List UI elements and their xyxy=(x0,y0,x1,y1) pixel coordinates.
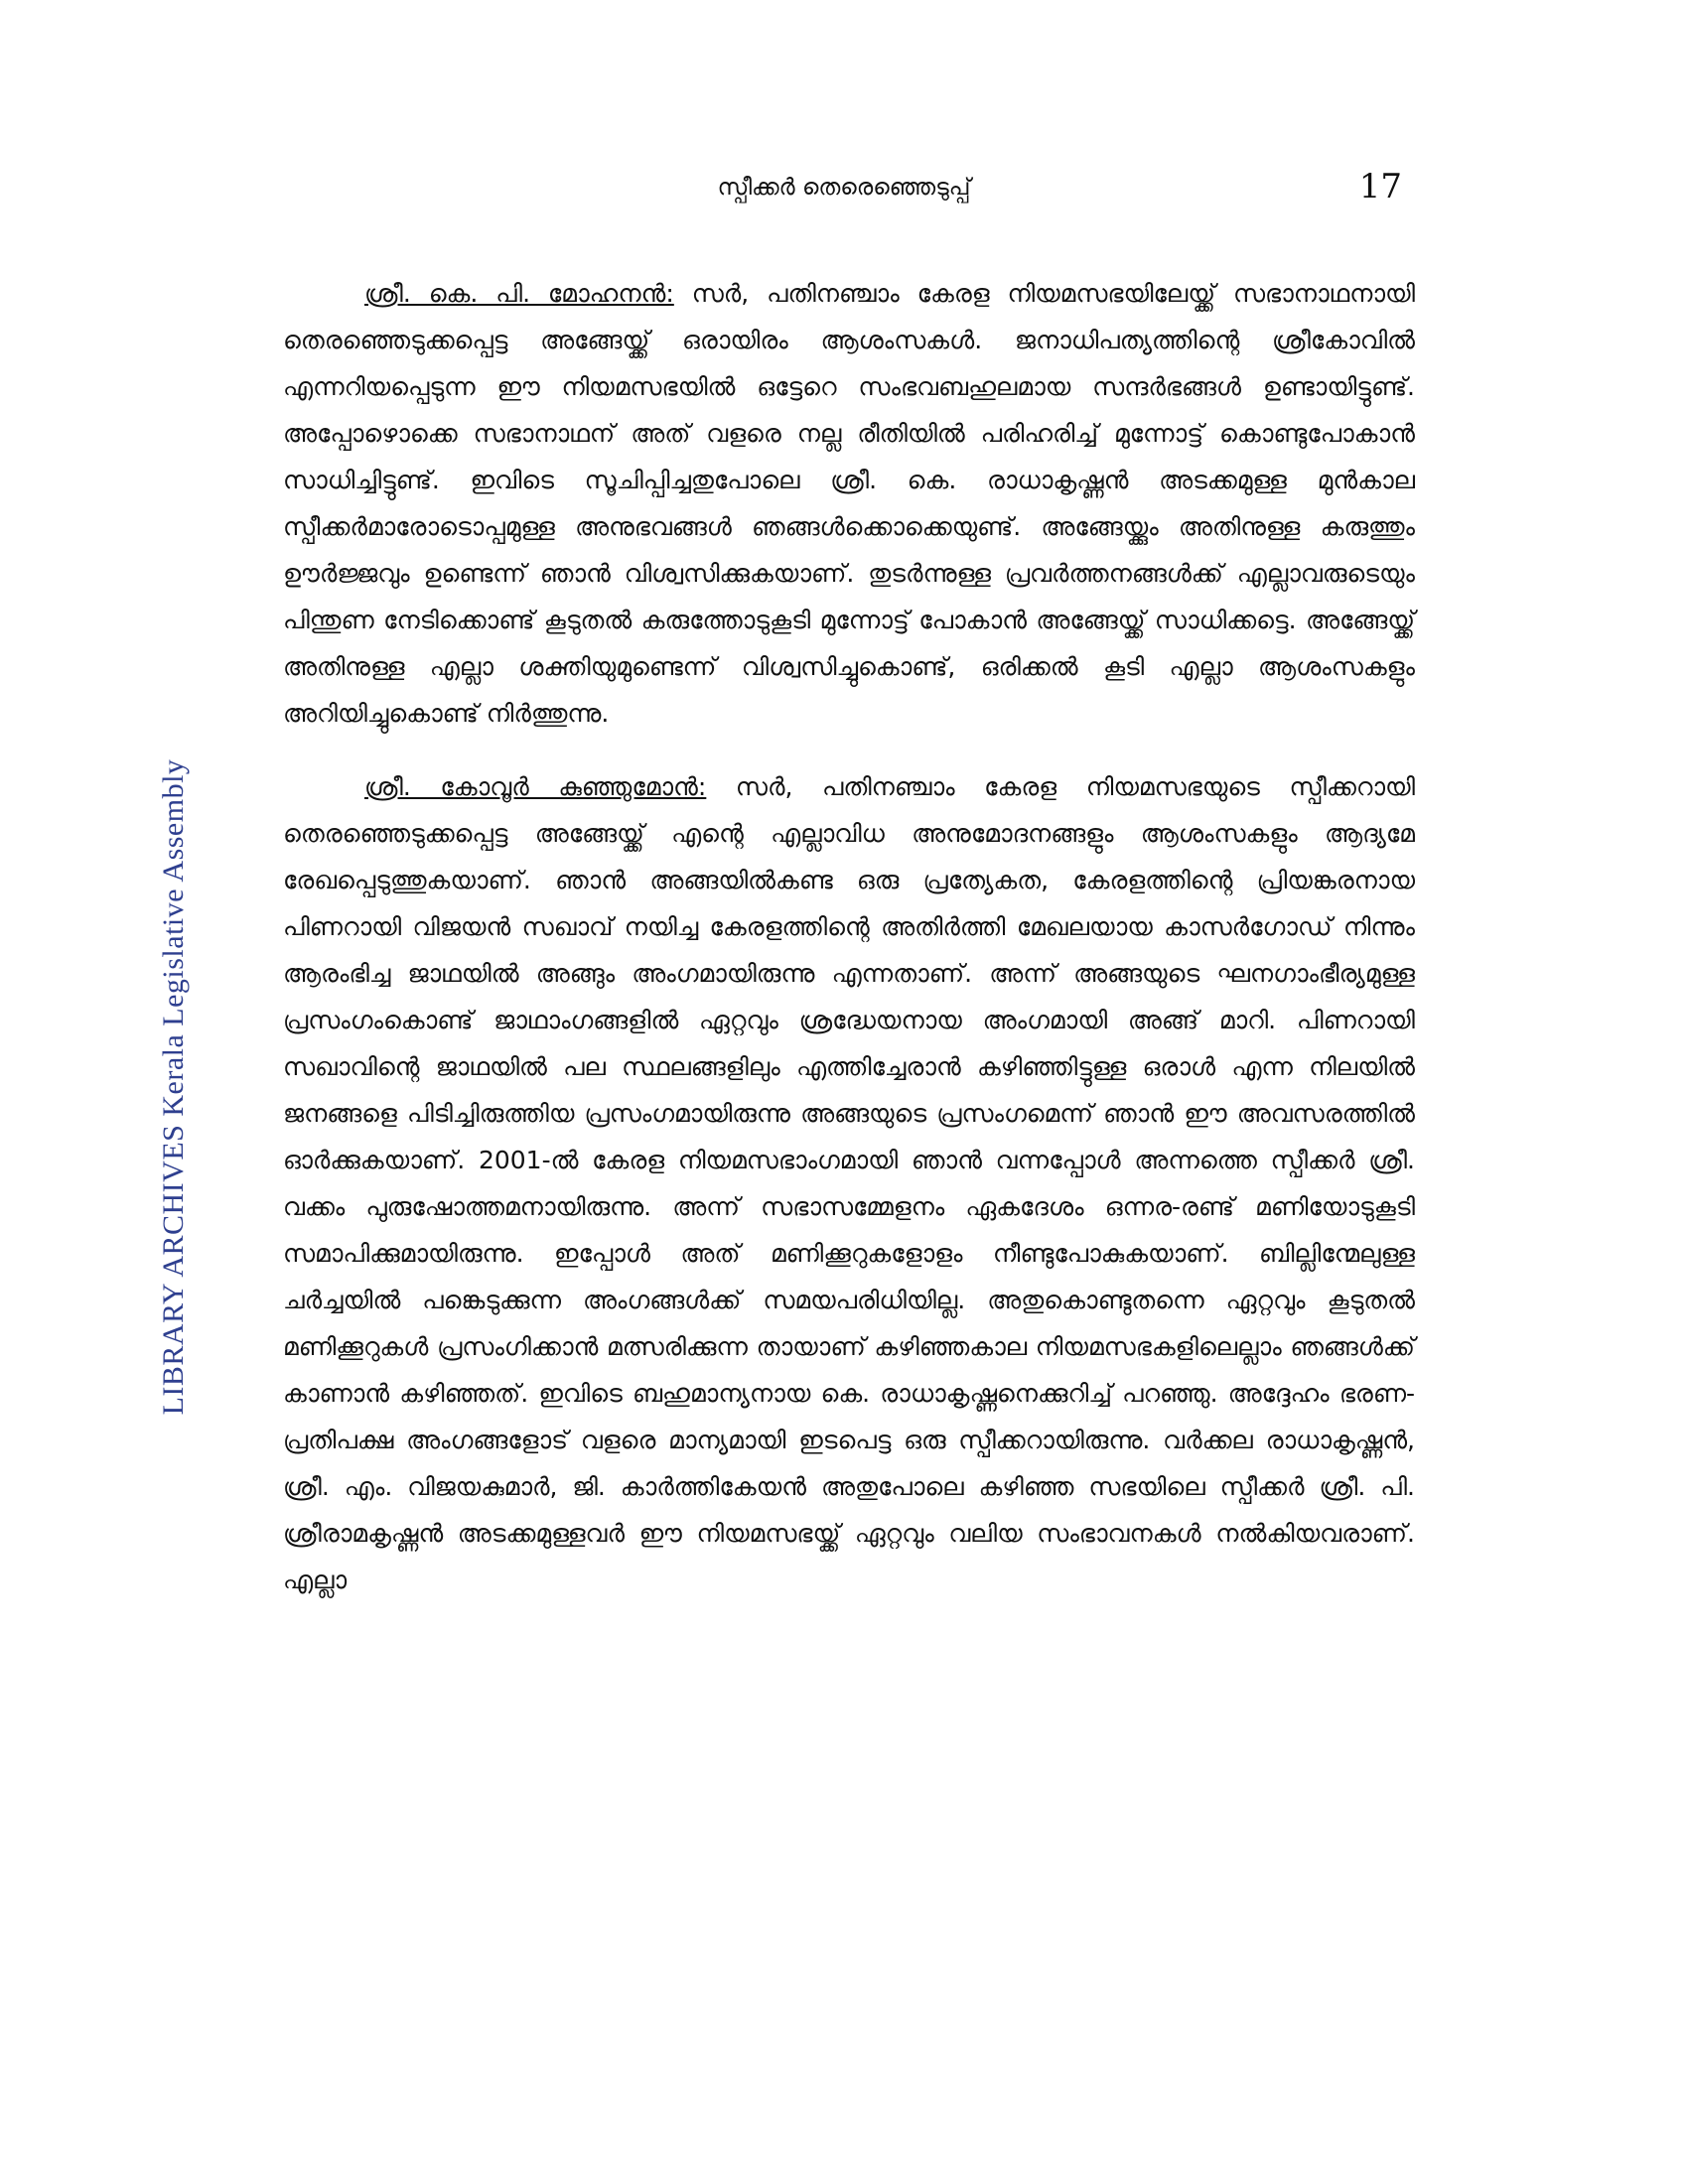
speaker-name: ശ്രീ. കോവൂർ കുഞ്ഞുമോൻ: xyxy=(364,772,707,801)
speaker-name: ശ്രീ. കെ. പി. മോഹനൻ: xyxy=(364,279,674,308)
running-header-title: സ്പീക്കർ തെരെഞ്ഞെടുപ്പ് xyxy=(717,175,971,201)
speech-paragraph xyxy=(283,763,1415,1603)
watermark-text: LIBRARY ARCHIVES Kerala Legislative Assembly xyxy=(157,758,190,1416)
speech-text: സർ, പതിനഞ്ചാം കേരള നിയമസഭയുടെ സ്പീക്കറായി തെരഞ്ഞെടുക്കപ്പെട്ട അങ്ങേയ്ക്ക് എന്റെ എല്ലാവിധ അനുമോദനങ്ങളും ആശംസകളും ആദ്യമേ രേഖപ്പെടുത്തുകയാണ്. ഞാൻ അങ്ങയിൽകണ്ട ഒരു പ്രത്യേകത, കേരളത്തിന്റെ പ്രിയങ്കരനായ പിണറായി വിജയൻ സഖാവ് നയിച്ച കേരളത്തിന്റെ അതിർത്തി മേഖലയായ കാസർഗോഡ് നിന്നും ആരംഭിച്ച ജാഥയിൽ അങ്ങും അംഗമായിരുന്നു എന്നതാണ്. അന്ന് അങ്ങയുടെ ഘനഗാംഭീര്യമുള്ള പ്രസംഗംകൊണ്ട് ജാഥാംഗങ്ങളിൽ ഏറ്റവും ശ്രദ്ധേയനായ അംഗമായി അങ്ങ് മാറി. പിണറായി സഖാവിന്റെ ജാഥയിൽ പല സ്ഥലങ്ങളിലും എത്തിച്ചേരാൻ കഴിഞ്ഞിട്ടുള്ള ഒരാൾ എന്ന നിലയിൽ ജനങ്ങളെ പിടിച്ചിരുത്തിയ പ്രസംഗമായിരുന്നു അങ്ങയുടെ പ്രസംഗമെന്ന് ഞാൻ ഈ അവസരത്തിൽ ഓർക്കുകയാണ്. 2001-ൽ കേരള നിയമസഭാംഗമായി ഞാൻ വന്നപ്പോൾ അന്നത്തെ സ്പീക്കർ ശ്രീ. വക്കം പുരുഷോത്തമനായിരുന്നു. അന്ന് സഭാസമ്മേളനം ഏകദേശം ഒന്നര-രണ്ട് മണിയോടുകൂടി സമാപിക്കുമായിരുന്നു. ഇപ്പോൾ അത് മണിക്കൂറുകളോളം നീണ്ടുപോകുകയാണ്. ബില്ലിന്മേലുള്ള ചർച്ചയിൽ പങ്കെടുക്കുന്ന അംഗങ്ങൾക്ക് സമയപരിധിയില്ല. അതുകൊണ്ടുതന്നെ ഏറ്റവും കൂടുതൽ മണിക്കൂറുകൾ പ്രസംഗിക്കാൻ മത്സരിക്കുന്ന തായാണ് കഴിഞ്ഞകാല നിയമസഭകളിലെല്ലാം ഞങ്ങൾക്ക് കാണാൻ കഴിഞ്ഞത്. ഇവിടെ ബഹുമാന്യനായ കെ. രാധാകൃഷ്ണനെക്കുറിച്ച് പറഞ്ഞു. അദ്ദേഹം ഭരണ-പ്രതിപക്ഷ അംഗങ്ങളോട് വളരെ മാന്യമായി ഇടപെട്ട ഒരു സ്പീക്കറായിരുന്നു. വർക്കല രാധാകൃഷ്ണൻ, ശ്രീ. എം. വിജയകുമാർ, ജി. കാർത്തികേയൻ അതുപോലെ കഴിഞ്ഞ സഭയിലെ സ്പീക്കർ ശ്രീ. പി. ശ്രീരാമകൃഷ്ണൻ അടക്കമുള്ളവർ ഈ നിയമസഭയ്ക്ക് ഏറ്റവും വലിയ സംഭാവനകൾ നൽകിയവരാണ്. എല്ലാ xyxy=(283,772,1415,1594)
speech-text: സർ, പതിനഞ്ചാം കേരള നിയമസഭയിലേയ്ക്ക് സഭാനാഥനായി തെരഞ്ഞെടുക്കപ്പെട്ട അങ്ങേയ്ക്ക് ഒരായിരം ആശംസകൾ. ജനാധിപത്യത്തിന്റെ ശ്രീകോവിൽ എന്നറിയപ്പെടുന്ന ഈ നിയമസഭയിൽ ഒട്ടേറെ സംഭവബഹുലമായ സന്ദർഭങ്ങൾ ഉണ്ടായിട്ടുണ്ട്. അപ്പോഴൊക്കെ സഭാനാഥന് അത് വളരെ നല്ല രീതിയിൽ പരിഹരിച്ച് മുന്നോട്ട് കൊണ്ടുപോകാൻ സാധിച്ചിട്ടുണ്ട്. ഇവിടെ സൂചിപ്പിച്ചതുപോലെ ശ്രീ. കെ. രാധാകൃഷ്ണൻ അടക്കമുള്ള മുൻകാല സ്പീക്കർമാരോടൊപ്പമുള്ള അനുഭവങ്ങൾ ഞങ്ങൾക്കൊക്കെയുണ്ട്. അങ്ങേയ്ക്കും അതിനുള്ള കരുത്തും ഊർജ്ജവും ഉണ്ടെന്ന് ഞാൻ വിശ്വസിക്കുകയാണ്. തുടർന്നുള്ള പ്രവർത്തനങ്ങൾക്ക് എല്ലാവരുടെയും പിന്തുണ നേടിക്കൊണ്ട് കൂടുതൽ കരുത്തോടുകൂടി മുന്നോട്ട് പോകാൻ അങ്ങേയ്ക്ക് സാധിക്കട്ടെ. അങ്ങേയ്ക്ക് അതിനുള്ള എല്ലാ ശക്തിയുമുണ്ടെന്ന് വിശ്വസിച്ചുകൊണ്ട്, ഒരിക്കൽ കൂടി എല്ലാ ആശംസകളും അറിയിച്ചുകൊണ്ട് നിർത്തുന്നു. xyxy=(283,279,1416,728)
proceedings-body xyxy=(283,270,1415,1630)
page-number: 17 xyxy=(1358,167,1402,206)
page-header xyxy=(0,167,1688,216)
speech-paragraph xyxy=(283,270,1415,737)
